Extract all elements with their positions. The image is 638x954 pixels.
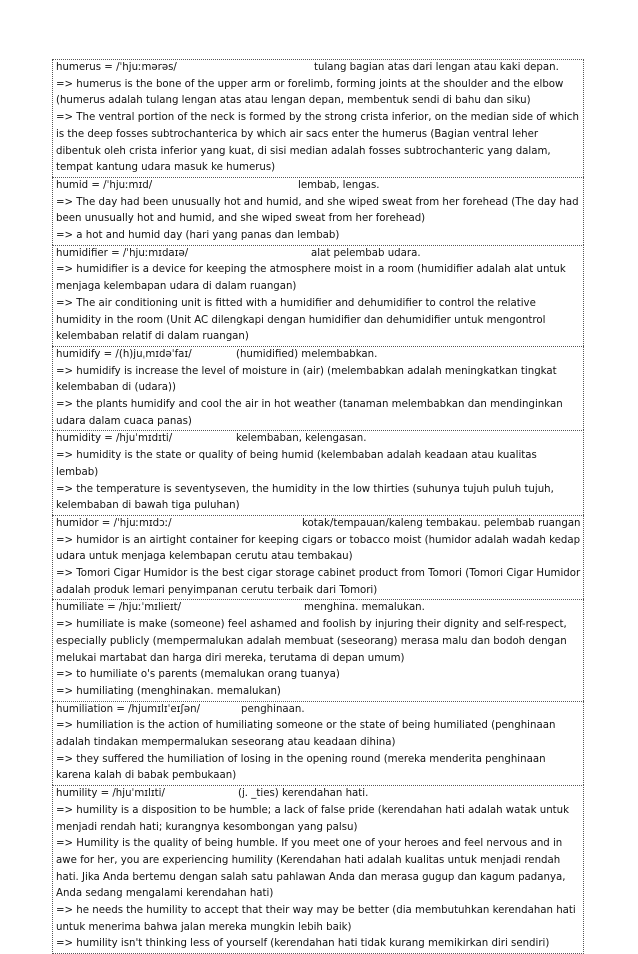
headword: humidify = /(h)juˌmɪdəˈfaɪ/ <box>56 348 192 360</box>
entry-header <box>56 431 581 448</box>
example-line: => the plants humidify and cool the air in hot weather (tanaman melembabkan dan mendinginkan udara dalam cuaca panas) <box>56 399 563 427</box>
example-line: => humidor is an airtight container for keeping cigars or tobacco moist (humidor adalah wadah kedap udara untuk menjaga kelembapan cerutu atau tembakau) <box>56 534 581 563</box>
meaning: penghinaan. <box>241 703 305 715</box>
example-line: => humerus is the bone of the upper arm or forelimb, forming joints at the shoulder and the elbow (humerus adalah tulang lengan atas atau lengan depan, membentuk sendi di bahu dan siku) <box>56 78 564 107</box>
meaning: kotak/tempauan/kaleng tembakau. pelembab ruangan <box>302 517 581 529</box>
meaning: (j. _ties) kerendahan hati. <box>238 788 369 800</box>
entry-header <box>56 246 581 263</box>
headword: humility = /hjuˈmɪlɪti/ <box>56 788 165 800</box>
example-line: => humility isn't thinking less of yourself (kerendahan hati tidak kurang memikirkan diri sendiri) <box>56 938 550 950</box>
example-line: => The ventral portion of the neck is formed by the strong crista inferior, on the median side of which is the deep fosses subtrochanterica by which air sacs enter the humerus (Bagian ventral leher dibentuk oleh crista inferior yang kuat, di sisi median adalah fosses subtrochanteric yang dalam, tempat kantung udara masuk ke humerus) <box>56 112 579 174</box>
example-line: => a hot and humid day (hari yang panas dan lembab) <box>56 230 340 241</box>
example-line: => humidity is the state or quality of being humid (kelembaban adalah keadaan atau kualitas lembab) <box>56 450 537 478</box>
headword: humidifier = /ˈhjuːmɪdaɪə/ <box>56 247 189 259</box>
meaning: alat pelembab udara. <box>311 247 421 259</box>
headword: humidor = /ˈhjuːmɪdɔː/ <box>56 517 172 529</box>
entry-header <box>56 178 581 195</box>
meaning: menghina. memalukan. <box>304 602 425 614</box>
entry-header <box>56 516 581 533</box>
example-line: => humiliation is the action of humiliating someone or the state of being humiliated (penghinaan adalah tindakan mempermalukan seseorang atau keadaan dihina) <box>56 720 556 748</box>
entry-header <box>56 60 581 77</box>
entry-humiliation <box>52 701 584 786</box>
example-line: => humility is a disposition to be humble; a lack of false pride (kerendahan hati adalah watak untuk menjadi rendah hati; kurangnya kesombongan yang palsu) <box>56 804 570 833</box>
entry-header <box>56 702 581 719</box>
example-line: => Tomori Cigar Humidor is the best cigar storage cabinet product from Tomori (Tomori Cigar Humidor adalah produk lemari penyimpanan cerutu terbaik dari Tomori) <box>56 568 581 596</box>
example-line: => he needs the humility to accept that their way may be better (dia membutuhkan kerendahan hati untuk menerima bahwa jalan mereka mungkin lebih baik) <box>56 905 576 933</box>
entry-humerus <box>52 59 584 177</box>
entry-humidifier <box>52 245 584 346</box>
example-line: => humidify is increase the level of moisture in (air) (melembabkan adalah meningkatkan tingkat kelembaban di (udara)) <box>56 365 557 394</box>
meaning: kelembaban, kelengasan. <box>236 433 367 445</box>
example-line: => humidifier is a device for keeping the atmosphere moist in a room (humidifier adalah alat untuk menjaga kelembapan udara di dalam ruangan) <box>56 264 566 293</box>
example-line: => to humiliate o's parents (memalukan orang tuanya) <box>56 669 340 681</box>
meaning: tulang bagian atas dari lengan atau kaki depan. <box>314 62 559 73</box>
example-line: => The day had been unusually hot and humid, and she wiped sweat from her forehead (The day had been unusually hot and humid, and she wiped sweat from her forehead) <box>56 196 579 225</box>
entry-humid <box>52 177 584 245</box>
entry-humidity <box>52 430 584 515</box>
entry-humility <box>52 785 584 954</box>
example-line: => humiliate is make (someone) feel ashamed and foolish by injuring their dignity and self-respect, especially publicly (mempermalukan adalah membuat (seseorang) merasa malu dan bodoh dengan melukai martabat dan harga diri mereka, terutama di depan umum) <box>56 619 567 664</box>
example-line: => they suffered the humiliation of losing in the opening round (mereka menderita penghinaan karena kalah di babak pembukaan) <box>56 753 546 782</box>
example-line: => The air conditioning unit is fitted with a humidifier and dehumidifier to control the relative humidity in the room (Unit AC dilengkapi dengan humidifier dan dehumidifier untuk mengontrol kelembaban relatif di dalam ruangan) <box>56 297 546 343</box>
headword: humerus = /ˈhjuːmərəs/ <box>56 62 177 73</box>
entry-header <box>56 347 581 364</box>
example-line: => humiliating (menghinakan. memalukan) <box>56 685 281 697</box>
headword: humiliate = /hjuːˈmɪlieɪt/ <box>56 602 182 614</box>
entry-humidify <box>52 346 584 431</box>
entry-header <box>56 600 581 617</box>
headword: humiliation = /hjumɪlɪˈeɪʃən/ <box>56 703 201 715</box>
headword: humidity = /hjuˈmɪdɪti/ <box>56 433 173 445</box>
example-line: => the temperature is seventyseven, the humidity in the low thirties (suhunya tujuh puluh tujuh, kelembaban di bawah tiga puluhan) <box>56 483 554 512</box>
dictionary-page <box>52 59 584 954</box>
example-line: => Humility is the quality of being humble. If you meet one of your heroes and feel nervous and in awe for her, you are experiencing humility (Kerendahan hati adalah kualitas untuk menjadi rendah hati. Jika Anda bertemu dengan salah satu pahlawan Anda dan merasa gugup dan kagum padanya, Anda sedang mengalami kerendahan hati) <box>56 838 566 900</box>
headword: humid = /ˈhjuːmɪd/ <box>56 179 153 191</box>
entry-humiliate <box>52 599 584 700</box>
entry-humidor <box>52 515 584 600</box>
entry-header <box>56 786 581 803</box>
meaning: lembab, lengas. <box>298 179 380 191</box>
meaning: (humidified) melembabkan. <box>236 348 378 360</box>
